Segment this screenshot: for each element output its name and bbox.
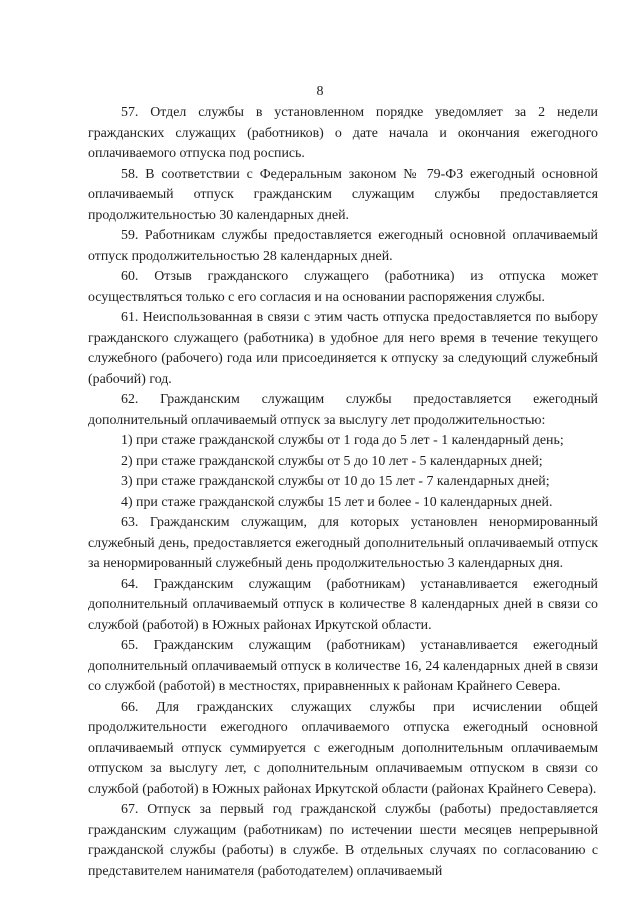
- paragraph-66: 66. Для гражданских служащих службы при исчислении общей продолжительности ежегодного оплачиваемого отпуска ежегодный основной оплачиваемый отпуск суммируется с ежегодным дополнительным оплачиваемым отпуском за выслугу лет, с дополнительным оплачиваемым отпуском в связи со службой (работой) в Южных районах Иркутской области (районах Крайнего Севера).: [88, 699, 598, 797]
- paragraph-62: 62. Гражданским служащим службы предоставляется ежегодный дополнительный оплачиваемый отпуск за выслугу лет продолжительностью:: [88, 392, 598, 428]
- paragraph-61: 61. Неиспользованная в связи с этим часть отпуска предоставляется по выбору гражданского служащего (работника) в удобное для него время в течение текущего служебного (рабочего) года или присоединяется к отпуску за следующий служебный (рабочий) год.: [88, 310, 598, 387]
- paragraph-64: 64. Гражданским служащим (работникам) устанавливается ежегодный дополнительный оплачиваемый отпуск в количестве 8 календарных дней в связи со службой (работой) в Южных районах Иркутской области.: [88, 576, 598, 633]
- paragraph-60: 60. Отзыв гражданского служащего (работника) из отпуска может осуществляться только с его согласия и на основании распоряжения службы.: [88, 269, 598, 305]
- paragraph-59: 59. Работникам службы предоставляется ежегодный основной оплачиваемый отпуск продолжительностью 28 календарных дней.: [88, 228, 598, 264]
- list-item-62-4: 4) при стаже гражданской службы 15 лет и более - 10 календарных дней.: [121, 494, 553, 510]
- paragraph-67: 67. Отпуск за первый год гражданской службы (работы) предоставляется гражданским служащим (работникам) по истечении шести месяцев непрерывной гражданской службы (работы) в службе. В отдельных случаях по согласованию с представителем нанимателя (работодателем) оплачиваемый: [88, 802, 598, 879]
- paragraph-65: 65. Гражданским служащим (работникам) устанавливается ежегодный дополнительный оплачиваемый отпуск в количестве 16, 24 календарных дней в связи со службой (работой) в местностях, приравненных к районам Крайнего Севера.: [88, 638, 598, 694]
- document-body: [88, 103, 598, 882]
- page-number: 8: [316, 84, 324, 99]
- list-item-62-3: 3) при стаже гражданской службы от 10 до 15 лет - 7 календарных дней;: [121, 474, 550, 489]
- paragraph-57: 57. Отдел службы в установленном порядке уведомляет за 2 недели гражданских служащих (работников) о дате начала и окончания ежегодного оплачиваемого отпуска под роспись.: [88, 105, 598, 161]
- paragraph-58: 58. В соответствии с Федеральным законом № 79-ФЗ ежегодный основной оплачиваемый отпуск гражданским служащим службы предоставляется продолжительностью 30 календарных дней.: [88, 166, 598, 223]
- list-item-62-2: 2) при стаже гражданской службы от 5 до 10 лет - 5 календарных дней;: [121, 453, 543, 469]
- paragraph-63: 63. Гражданским служащим, для которых установлен ненормированный служебный день, предоставляется ежегодный дополнительный оплачиваемый отпуск за ненормированный служебный день продолжительностью 3 календарных дня.: [88, 515, 598, 571]
- list-item-62-1: 1) при стаже гражданской службы от 1 года до 5 лет - 1 календарный день;: [121, 433, 564, 448]
